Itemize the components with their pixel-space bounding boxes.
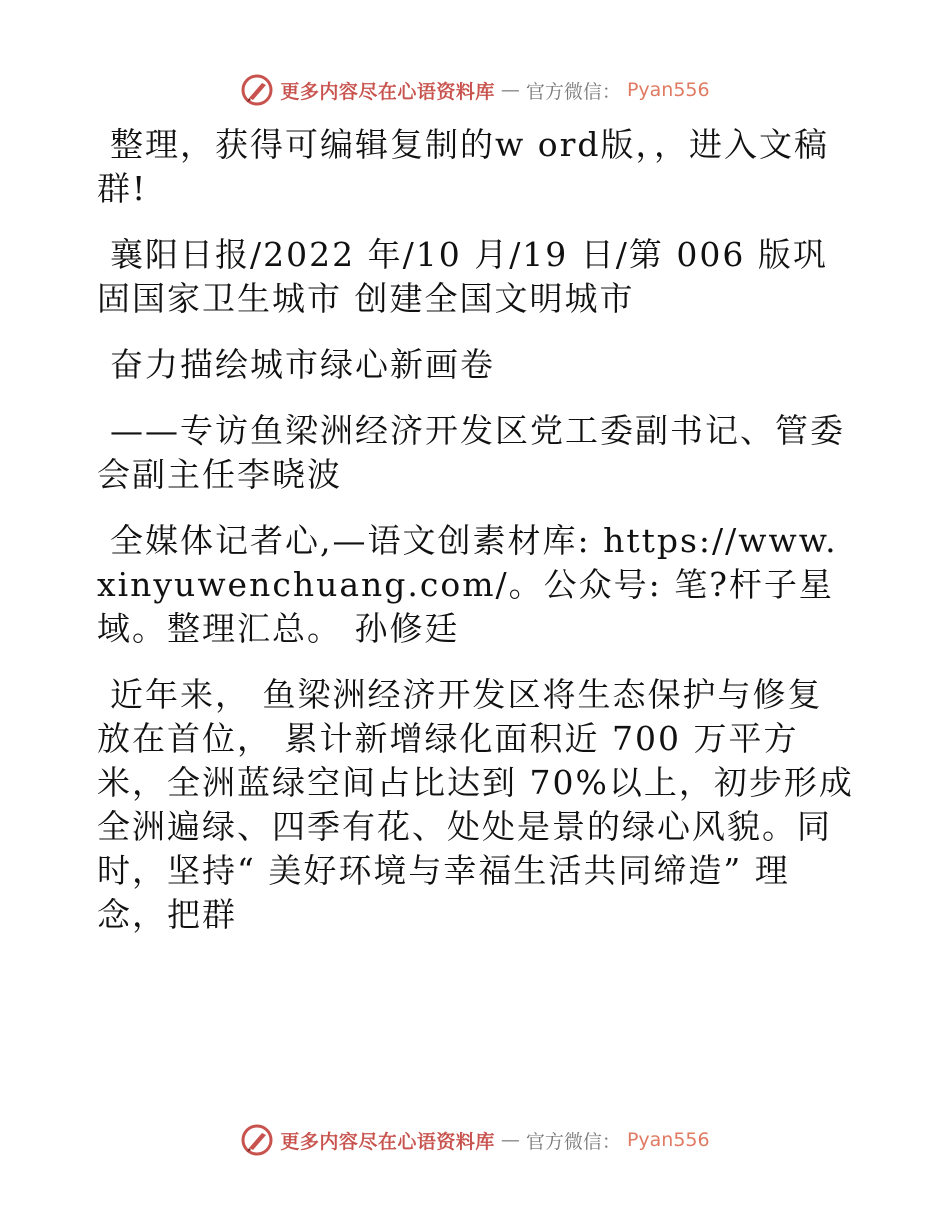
watermark-label: 官方微信： (525, 1130, 621, 1153)
watermark-label: 官方微信： (525, 80, 621, 103)
quill-logo-icon (240, 73, 274, 107)
document-body (97, 123, 857, 959)
watermark-wechat-id: Pyan556 (626, 79, 710, 101)
watermark-main-text: 更多内容尽在心语资料库 (280, 1130, 495, 1153)
watermark-separator: — (500, 1129, 520, 1151)
watermark-main-text: 更多内容尽在心语资料库 (280, 80, 495, 103)
quill-logo-icon (240, 1123, 274, 1157)
paragraph-subheadline: ——专访鱼梁洲经济开发区党工委副书记、管委会副主任李晓波 (97, 411, 845, 494)
watermark-separator: — (500, 79, 520, 101)
header-watermark (0, 72, 950, 108)
footer-watermark (0, 1122, 950, 1158)
paragraph-source-title: 襄阳日报/2022 年/10 月/19 日/第 006 版巩固国家卫生城市 创建全国文明城市 (97, 235, 828, 318)
watermark-wechat-id: Pyan556 (626, 1129, 710, 1151)
paragraph-byline: 全媒体记者心,—语文创素材库: https://www.xinyuwenchuang.com/。公众号: 笔?杆子星域。整理汇总。 孙修廷 (97, 521, 838, 648)
paragraph-body: 近年来， 鱼梁洲经济开发区将生态保护与修复放在首位， 累计新增绿化面积近 700 万平方米，全洲蓝绿空间占比达到 70%以上，初步形成全洲遍绿、四季有花、处处是景的绿心风貌。同时，坚持“ 美好环境与幸福生活共同缔造” 理念，把群 (97, 675, 854, 934)
paragraph-headline: 奋力描绘城市绿心新画卷 (110, 345, 495, 384)
paragraph-intro: 整理，获得可编辑复制的w ord版，，进入文稿群! (97, 125, 830, 208)
